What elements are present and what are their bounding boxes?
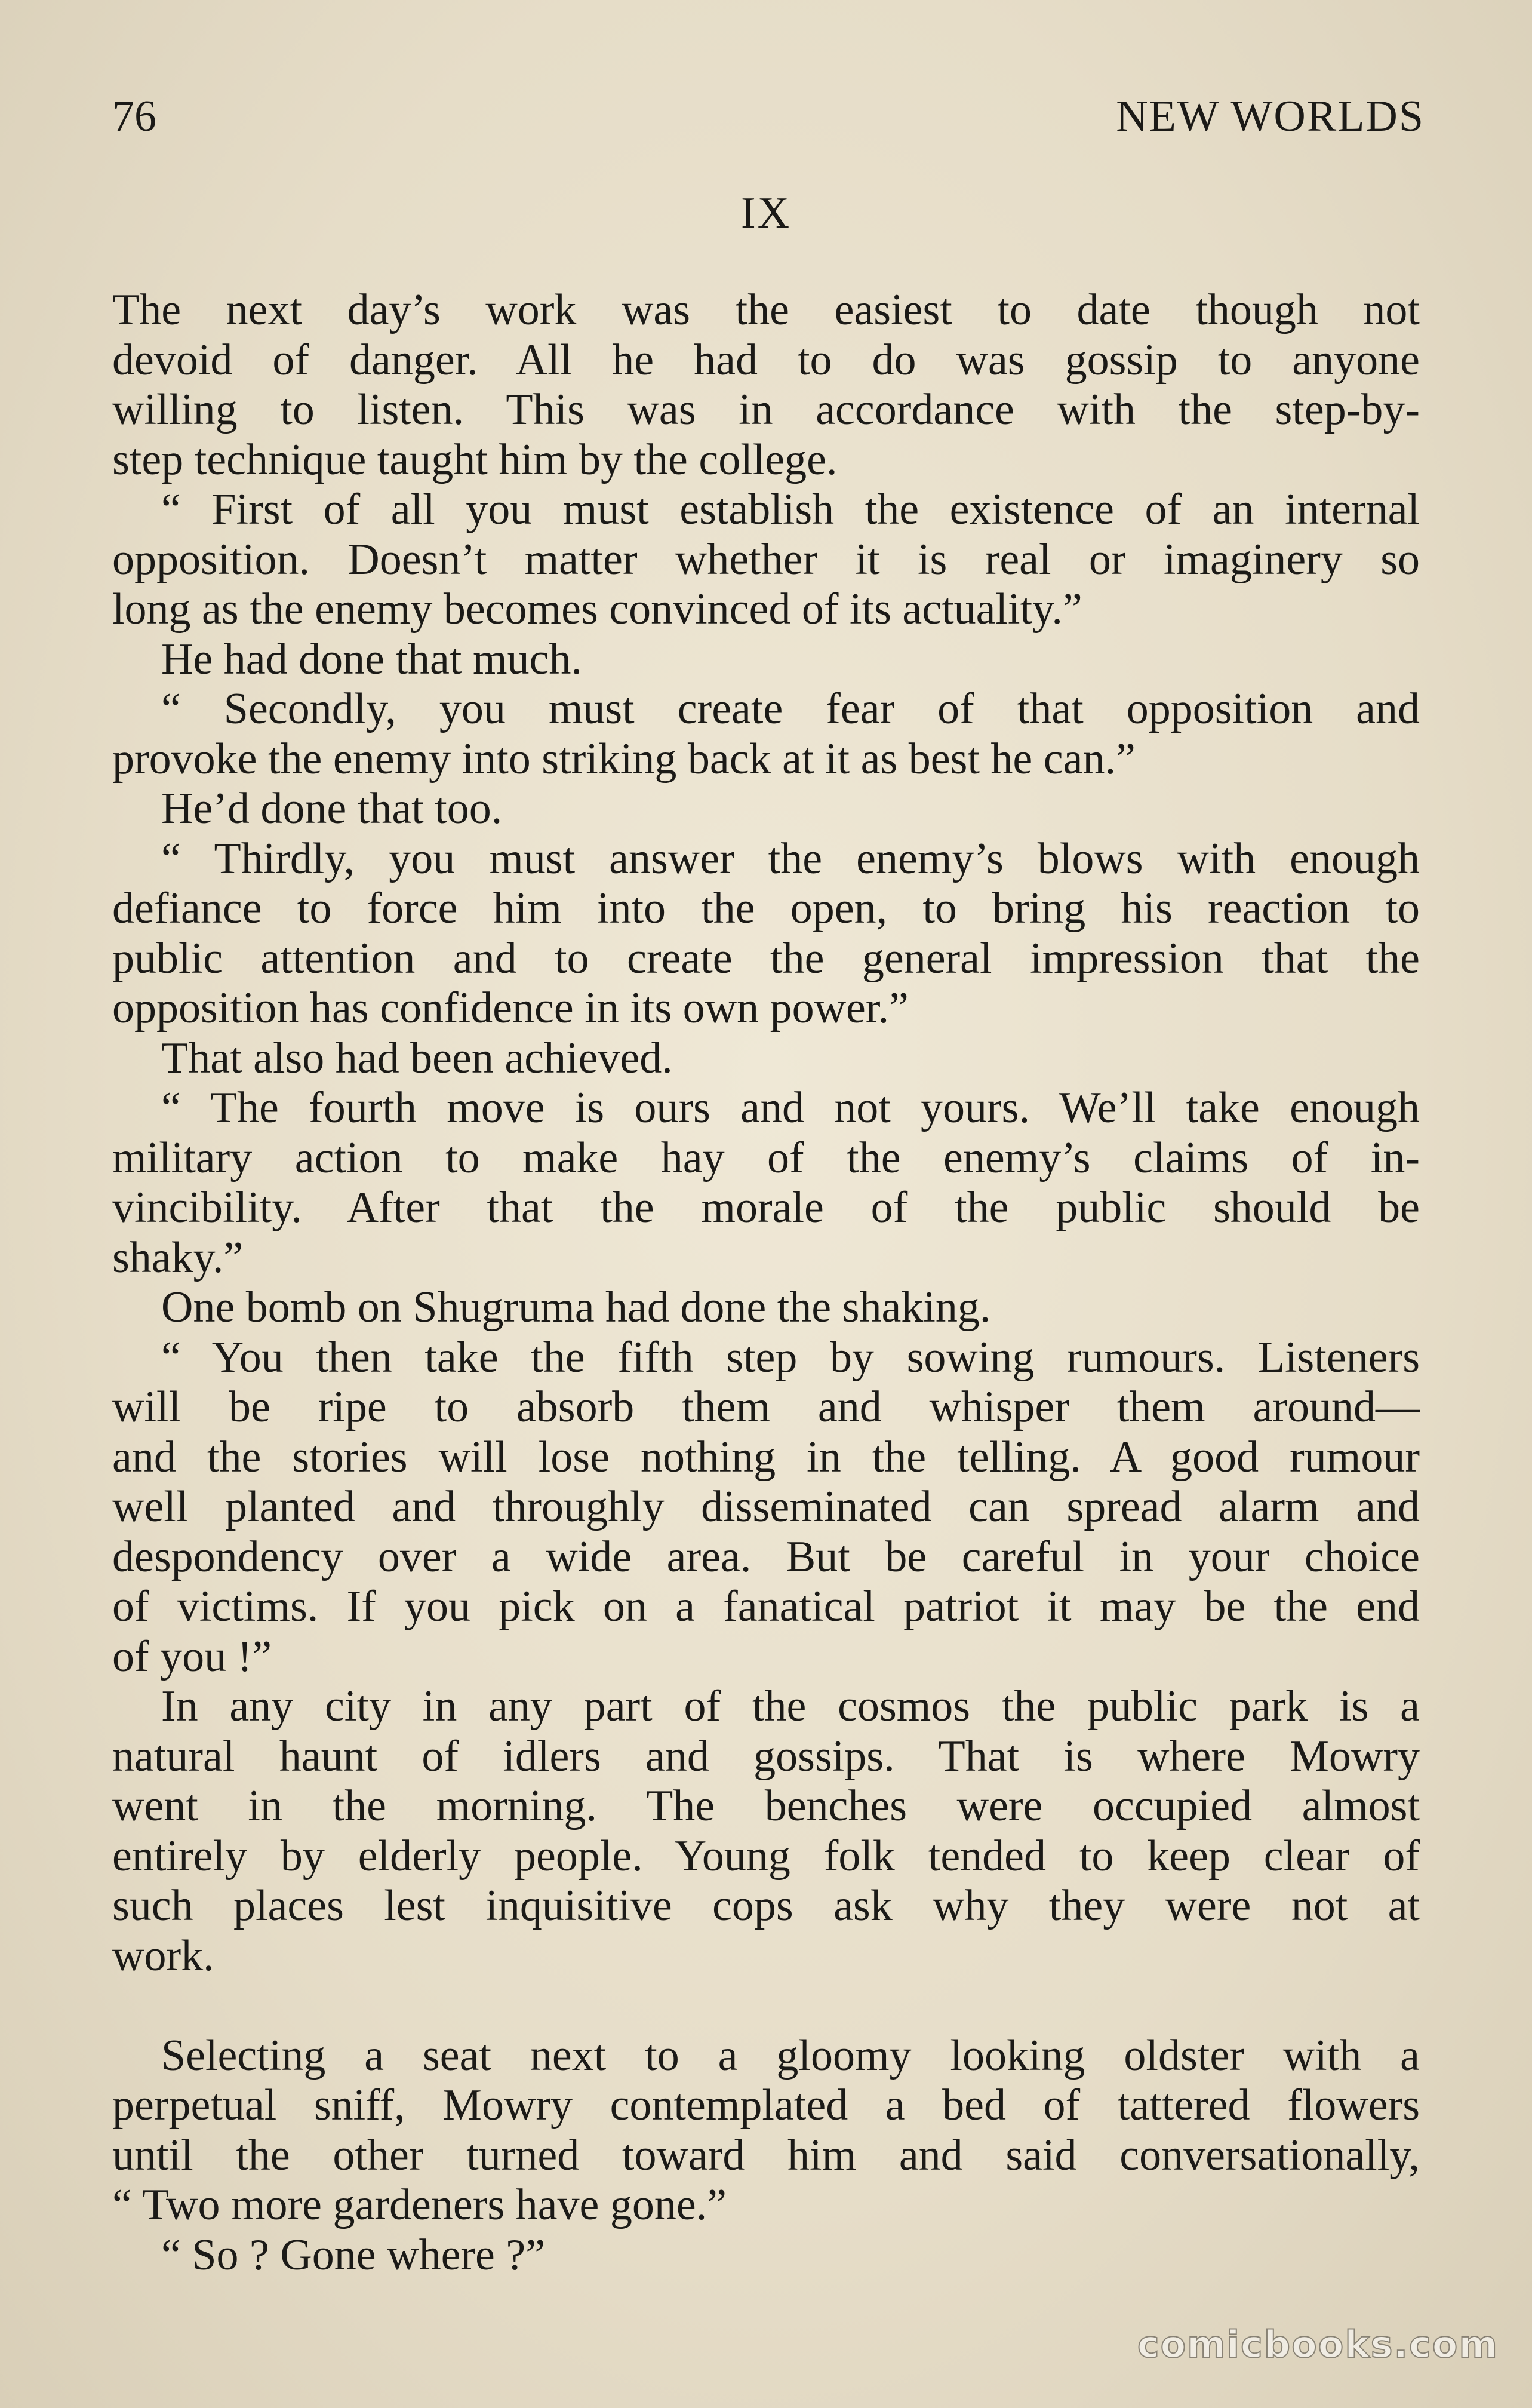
text-line: He had done that much. [161, 634, 582, 684]
text-line: “ Secondly, you must create fear of that opposition and [161, 684, 1420, 733]
text-line: vincibility. After that the morale of the public should be [112, 1183, 1420, 1232]
text-line: He’d done that too. [161, 784, 503, 833]
text-line: willing to listen. This was in accordance with the step-by- [112, 385, 1420, 434]
running-title: NEW WORLDS [1116, 92, 1425, 141]
text-line: went in the morning. The benches were occupied almost [112, 1782, 1420, 1830]
text-line: military action to make hay of the enemy’s claims of in- [112, 1133, 1420, 1182]
text-line: “ So ? Gone where ?” [161, 2230, 546, 2280]
text-line: devoid of danger. All he had to do was gossip to anyone [112, 335, 1420, 385]
text-line: entirely by elderly people. Young folk tended to keep clear of [112, 1831, 1420, 1881]
text-line: until the other turned toward him and said conversationally, [112, 2130, 1420, 2180]
watermark: comicbooks.com [1137, 2323, 1499, 2366]
text-line: In any city in any part of the cosmos the public park is a [161, 1682, 1420, 1731]
text-line: Selecting a seat next to a gloomy looking oldster with a [161, 2031, 1420, 2080]
text-line: natural haunt of idlers and gossips. That is where Mowry [112, 1731, 1420, 1781]
text-line: of you !” [112, 1632, 272, 1681]
text-line: “ Two more gardeners have gone.” [112, 2180, 727, 2229]
text-line: “ First of all you must establish the existence of an internal [161, 485, 1420, 534]
text-line: perpetual sniff, Mowry contemplated a bed of tattered flowers [112, 2081, 1420, 2130]
text-line: “ Thirdly, you must answer the enemy’s blows with enough [161, 834, 1420, 883]
text-line: The next day’s work was the easiest to date though not [112, 285, 1420, 334]
text-line: of victims. If you pick on a fanatical patriot it may be the end [112, 1582, 1420, 1631]
text-line: One bomb on Shugruma had done the shaking. [161, 1283, 991, 1332]
text-line: “ The fourth move is ours and not yours. We’ll take enough [161, 1083, 1420, 1132]
running-head [112, 90, 1425, 143]
text-line: step technique taught him by the college. [112, 435, 838, 484]
text-line: public attention and to create the general impression that the [112, 933, 1420, 983]
text-line: long as the enemy becomes convinced of its actuality.” [112, 585, 1082, 634]
page-number: 76 [112, 92, 156, 141]
text-line: work. [112, 1931, 214, 1980]
text-line: and the stories will lose nothing in the telling. A good rumour [112, 1432, 1420, 1482]
section-break [112, 1981, 1420, 2031]
text-line: well planted and throughly disseminated can spread alarm and [112, 1482, 1420, 1531]
body-text [112, 285, 1420, 2280]
text-line: opposition has confidence in its own power.” [112, 984, 909, 1033]
text-line: provoke the enemy into striking back at it as best he can.” [112, 734, 1136, 784]
text-line: “ You then take the fifth step by sowing rumours. Listeners [161, 1332, 1420, 1382]
text-line: despondency over a wide area. But be careful in your choice [112, 1532, 1420, 1581]
text-line: will be ripe to absorb them and whisper them around— [112, 1383, 1420, 1432]
text-line: opposition. Doesn’t matter whether it is real or imaginery so [112, 535, 1420, 584]
text-line: That also had been achieved. [161, 1033, 673, 1083]
text-line: such places lest inquisitive cops ask why they were not at [112, 1881, 1420, 1930]
text-line: shaky.” [112, 1233, 244, 1282]
chapter-heading: IX [740, 189, 792, 238]
text-line: defiance to force him into the open, to bring his reaction to [112, 884, 1420, 933]
